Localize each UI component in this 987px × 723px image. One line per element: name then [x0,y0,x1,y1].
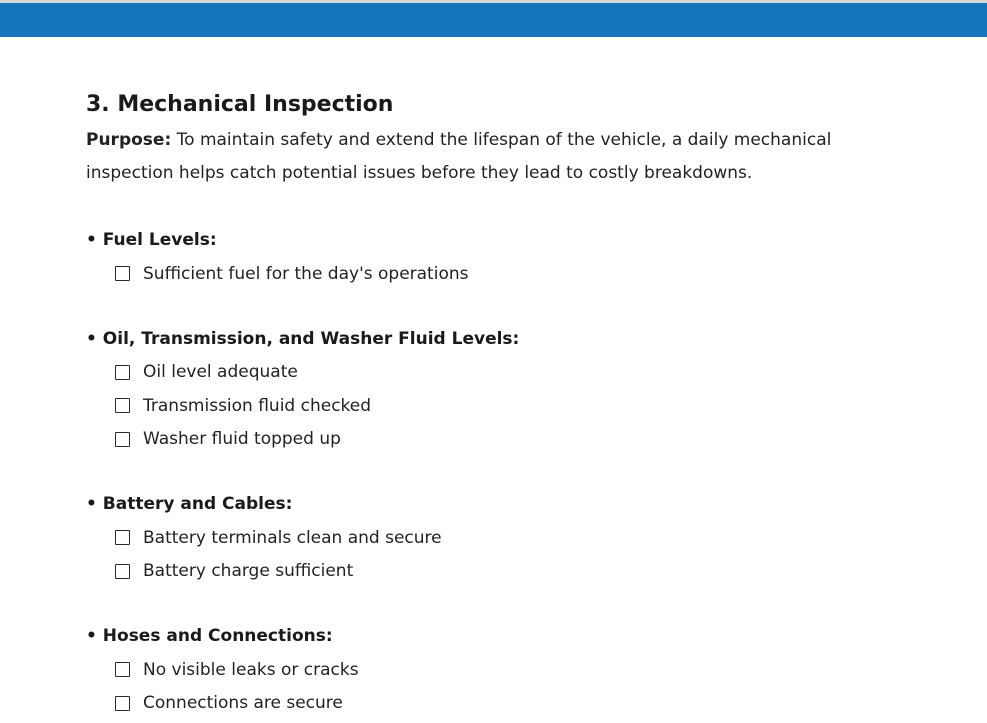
checklist-item[interactable] [115,389,946,423]
checkbox[interactable] [115,266,130,281]
checklist-item[interactable] [115,356,946,390]
group-battery-cables [86,488,946,588]
checklist-item-label: Battery terminals clean and secure [143,527,442,548]
checkbox[interactable] [115,530,130,545]
checkbox[interactable] [115,662,130,677]
checkbox[interactable] [115,696,130,711]
purpose-label: Purpose: [86,130,172,150]
checklist-item[interactable] [115,687,946,721]
checklist-item-label: Connections are secure [143,693,343,714]
header-bar [0,0,987,37]
purpose-paragraph [86,124,906,190]
purpose-text: To maintain safety and extend the lifespan of the vehicle, a daily mechanical inspection helps catch potential issues before they lead to costly breakdowns. [86,130,832,183]
checklist-item[interactable] [115,423,946,457]
checkbox[interactable] [115,432,130,447]
group-fluid-levels [86,323,946,457]
checklist-item-label: No visible leaks or cracks [143,659,359,680]
checklist-item-label: Transmission fluid checked [143,395,372,416]
checklist-item[interactable] [115,555,946,589]
checkbox[interactable] [115,398,130,413]
checklist-item-label: Oil level adequate [143,362,298,383]
checklist-item[interactable] [115,257,946,291]
group-title: • Fuel Levels: [86,230,217,250]
checkbox[interactable] [115,365,130,380]
checklist [86,257,946,291]
group-title: • Oil, Transmission, and Washer Fluid Levels: [86,328,520,349]
checklist [86,521,946,588]
group-fuel-levels [86,224,946,291]
checklist [86,356,946,457]
checklist-item-label: Washer fluid topped up [143,429,341,450]
document-content [86,88,946,720]
section-title: 3. Mechanical Inspection [86,92,394,117]
checklist [86,653,946,720]
checkbox[interactable] [115,564,130,579]
checklist-item-label: Sufficient fuel for the day's operations [143,263,469,284]
group-title: • Hoses and Connections: [86,626,333,646]
group-title: • Battery and Cables: [86,494,293,514]
checklist-item[interactable] [115,653,946,687]
checklist-item-label: Battery charge sufficient [143,561,354,582]
checklist-item[interactable] [115,521,946,555]
group-hoses-connections [86,620,946,720]
